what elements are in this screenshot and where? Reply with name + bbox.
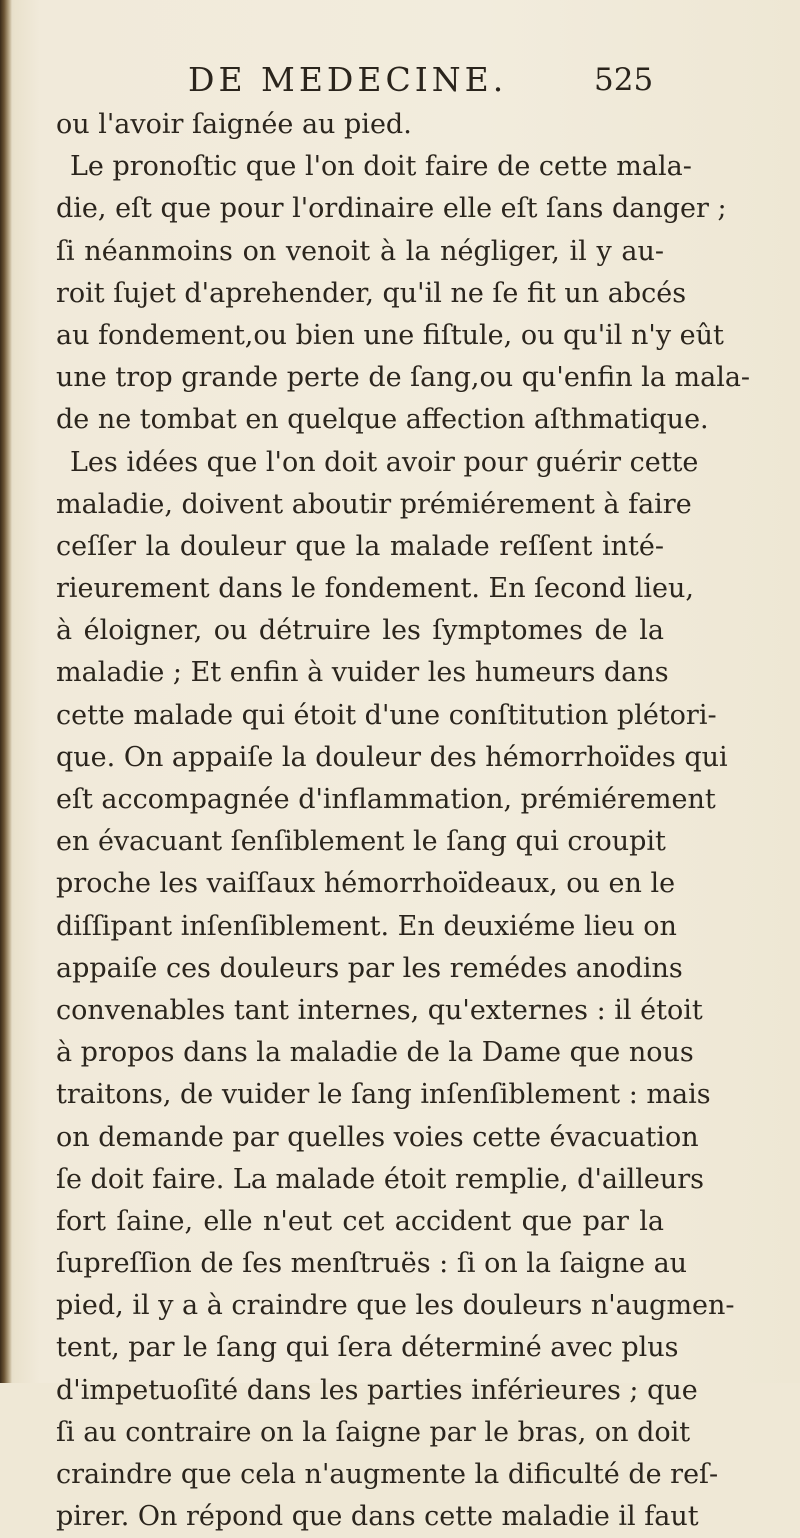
text-line: maladie ; Et enfin à vuider les humeurs dans <box>56 657 669 689</box>
text-line: de ne tombat en quelque affection aſthmatique. <box>56 404 709 436</box>
text-line: convenables tant internes, qu'externes : il étoit <box>56 994 703 1026</box>
text-line: eſt accompagnée d'inflammation, prémiérement <box>56 784 716 815</box>
text-line: ſi néanmoins on venoit à la négliger, il y au- <box>56 235 664 267</box>
text-line: Le pronoſtic que l'on doit faire de cette mala- <box>70 151 692 183</box>
text-line: ſi au contraire on la ſaigne par le bras, on doit <box>56 1416 691 1448</box>
text-line: ſupreſſion de ſes menſtruës : ſi on la ſaigne au <box>56 1248 688 1280</box>
text-line: appaiſe ces douleurs par les remédes anodins <box>56 952 683 984</box>
text-line: cette malade qui étoit d'une conſtitution plétori- <box>56 699 717 731</box>
text-line: craindre que cela n'augmente la dificulté de reſ- <box>56 1459 719 1490</box>
text-line: proche les vaiſſaux hémorrhoïdeaux, ou en le <box>56 868 676 900</box>
text-line: que. On appaiſe la douleur des hémorrhoïdes qui <box>56 741 728 773</box>
text-line: d'impetuoſité dans les parties inférieures ; que <box>56 1374 698 1406</box>
text-line: à propos dans la maladie de la Dame que nous <box>56 1037 694 1069</box>
body-text <box>56 104 751 1538</box>
text-line: au fondement,ou bien une fiſtule, ou qu'il n'y eût <box>56 319 724 351</box>
text-line: fort ſaine, elle n'eut cet accident que par la <box>56 1205 664 1237</box>
text-line: traitons, de vuider le ſang inſenſiblement : mais <box>56 1079 711 1111</box>
text-line: rieurement dans le fondement. En ſecond lieu, <box>56 573 694 605</box>
page-number: 525 <box>594 62 654 98</box>
text-line: à éloigner, ou détruire les ſymptomes de la <box>56 615 664 647</box>
text-line: une trop grande perte de ſang,ou qu'enfin la mala- <box>56 362 751 394</box>
text-line: Les idées que l'on doit avoir pour guérir cette <box>70 446 699 478</box>
running-title: DE MEDECINE. <box>188 60 508 99</box>
page-header <box>0 60 800 110</box>
text-line: tent, par le ſang qui ſera déterminé avec plus <box>56 1332 679 1364</box>
text-line: en évacuant ſenſiblement le ſang qui croupit <box>56 826 666 858</box>
text-line: die, eſt que pour l'ordinaire elle eſt ſans danger ; <box>56 193 727 225</box>
text-line: ou l'avoir ſaignée au pied. <box>56 109 412 140</box>
page-gutter-shadow <box>0 0 12 1383</box>
text-line: pirer. On répond que dans cette maladie il faut <box>56 1501 699 1533</box>
text-line: on demande par quelles voies cette évacuation <box>56 1121 699 1153</box>
text-line: roit ſujet d'aprehender, qu'il ne ſe fit un abcés <box>56 277 687 309</box>
text-line: ceſſer la douleur que la malade reſſent inté- <box>56 530 664 562</box>
text-line: ſe doit faire. La malade étoit remplie, d'ailleurs <box>56 1163 704 1195</box>
text-line: maladie, doivent aboutir prémiérement à faire <box>56 488 692 520</box>
text-line: pied, il y a à craindre que les douleurs n'augmen- <box>56 1290 735 1322</box>
text-line: diſſipant inſenſiblement. En deuxiéme lieu on <box>56 910 677 942</box>
